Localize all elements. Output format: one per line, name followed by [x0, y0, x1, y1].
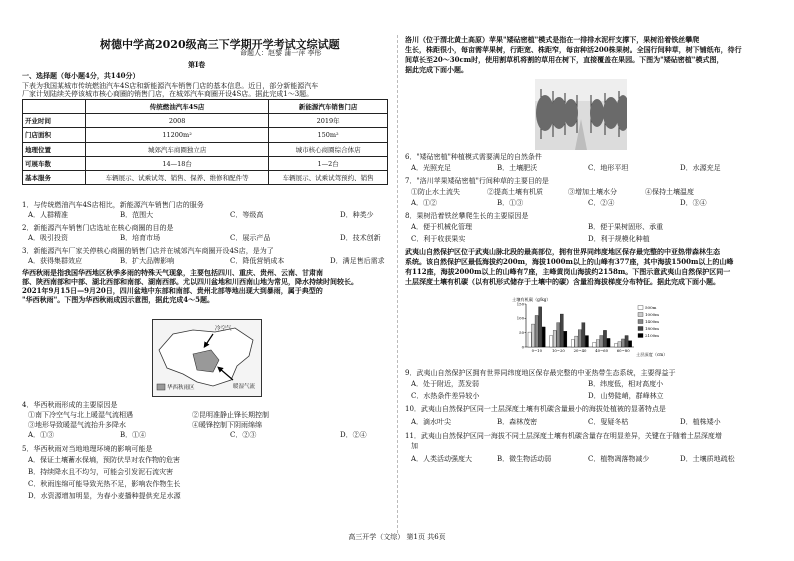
table-row — [23, 128, 388, 142]
q1-option: B．范围大 — [120, 211, 154, 219]
row-label: 门店面积 — [23, 128, 86, 142]
cell-a: 11200m² — [86, 128, 269, 142]
q4-option: ④暖锋控制下阴雨绵绵 — [192, 421, 262, 429]
table-row — [23, 142, 388, 156]
intro-line-1: 下表为我国某城市传统燃油汽车4S店和新能源汽车销售门店的基本信息。近日，部分新能源汽车 — [22, 82, 319, 90]
chart-bar — [539, 307, 542, 347]
page-footer: 高三开学（文综） 第1页 共6页 — [348, 533, 446, 541]
q9-option: C．水热条件差异较小 — [411, 392, 480, 400]
q6-option: D．水源充足 — [680, 164, 721, 172]
q1-stem: 1．与传统燃油汽车4S店相比，新能源汽车销售门店的服务 — [22, 201, 204, 209]
soil-carbon-chart — [512, 295, 672, 358]
q11-stem: 11．武夷山自然保护区同一海拔不同土层深度土壤有机碳含量存在明显差异，关键在于随着土层深度增 — [405, 432, 722, 440]
para-3-line: 洛川（位于渭北黄土高原）苹果"矮砧密植"模式是指在一排排水泥杆支撑下，果树沿着铁丝攀爬 — [405, 35, 700, 44]
q11-option: A．人类活动强度大 — [411, 455, 473, 463]
chart-legend-label: 1000m — [645, 312, 659, 317]
cell-b: 1—2台 — [269, 156, 388, 170]
para-4-line: 武夷山自然保护区位于武夷山脉北段的最高部位，拥有世界同纬度地区保存最完整的中亚热带森林生态 — [405, 247, 720, 256]
orchard-photo — [535, 79, 627, 150]
cell-b: 2019年 — [269, 114, 388, 128]
q8-option: B．便于果树固形、承重 — [588, 223, 664, 231]
cell-a: 城郊汽车商圈独立店 — [86, 142, 269, 156]
chart-bar — [535, 315, 538, 347]
q1-option: C．等级高 — [230, 211, 264, 219]
q9-option: A．处于附近，蒸发弱 — [411, 380, 480, 388]
chart-x-tick-label: 60~80 — [616, 348, 630, 353]
q3-option: D．满足售后需求 — [330, 257, 385, 265]
chart-bar — [528, 332, 531, 347]
map-label-warm: 暖湿气流 — [233, 384, 256, 390]
table-row — [23, 114, 388, 128]
q3-option: C．降低营销成本 — [230, 257, 285, 265]
volume-label: 第Ⅰ卷 — [188, 60, 206, 69]
authors: 命题人：赵黎 蒲一萍 李彤 — [240, 49, 322, 57]
q6-option: C．地形平坦 — [588, 164, 629, 172]
chart-legend-swatch — [638, 320, 643, 324]
chart-legend-swatch — [638, 313, 643, 317]
para-2-line: 部、陕西南部和中部、湖北西部和南部、湖南西部。尤以四川盆地和川西南山地为常见，降水持续时间较长。 — [22, 277, 358, 286]
q4-option: ①南下冷空气与北上暖湿气流相遇 — [28, 411, 133, 419]
chart-bar — [571, 340, 574, 347]
para-3-line: 间草长至20～30cm时，使用割草机将割的草用在树下，直接覆盖在果园。下图为"矮砧密植"模式图， — [405, 55, 724, 64]
page-title: 树德中学高2020级高三下学期开学考试文综试题 — [100, 38, 340, 51]
q4-option: ②昆明准静止锋长期控制 — [192, 411, 269, 419]
row-label: 开业时间 — [23, 114, 86, 128]
section-heading: 一、选择题（每小题4分，共140分） — [22, 71, 140, 80]
chart-bar — [557, 323, 560, 347]
chart-bar — [575, 336, 578, 347]
chart-bar — [614, 344, 617, 347]
q7-answer: A．①② — [411, 199, 438, 207]
para-3-line: 据此完成下面小题。 — [405, 65, 468, 74]
q7-stem: 7．"洛川苹果矮砧密植"行间种草的主要目的是 — [405, 177, 549, 185]
q10-option: C．叟疑冬枯 — [588, 418, 629, 426]
q2-stem: 2．新能源汽车销售门店选址在核心商圈的目的是 — [22, 224, 174, 232]
chart-bar — [625, 336, 628, 347]
q5-option: B．持续降水且不均匀，可能会引发泥石流灾害 — [28, 468, 174, 476]
q4-option: ③地形导致暖湿气流抬升多降水 — [28, 421, 126, 429]
q9-option: B．纬度低，相对高度小 — [588, 380, 664, 388]
chart-y-tick-label: 100 — [516, 315, 524, 321]
para-2-line: 华西秋雨是指我国华西地区秋季多雨的特殊天气现象，主要包括四川、重庆、贵州、云南、甘肃南 — [22, 268, 323, 277]
chart-bar — [582, 323, 585, 347]
table-row — [23, 170, 388, 184]
chart-legend-swatch — [638, 327, 643, 331]
chart-bar — [607, 338, 610, 347]
cell-a: 车辆展示、试乘试驾、销售、保养、维修和配件等 — [86, 170, 269, 184]
q10-option: A．滴水叶尖 — [411, 418, 452, 426]
chart-legend-label: 1800m — [645, 326, 659, 331]
q4-answer: C．②③ — [230, 431, 257, 439]
table-header-row — [23, 100, 388, 114]
row-label: 可展车数 — [23, 156, 86, 170]
q1-option: A．人群精准 — [28, 211, 69, 219]
chart-bar — [564, 331, 567, 347]
chart-bar — [621, 339, 624, 347]
chart-y-tick-label: 50 — [519, 330, 524, 336]
q3-stem: 3．新能源汽车厂家关停核心商圈的销售门店并在城郊汽车商圈开设4S店，是为了 — [22, 247, 274, 255]
cell-b: 城市核心商圈综合体店 — [269, 142, 388, 156]
q9-stem: 9．武夷山自然保护区拥有世界同纬度地区保存最完整的中亚热带生态系统，主要得益于 — [405, 369, 676, 377]
row-label: 基本服务 — [23, 170, 86, 184]
chart-bar — [596, 340, 599, 347]
chart-bar — [593, 342, 596, 347]
q7-option: ①防止水土流失 — [411, 188, 460, 196]
q3-option: B．扩大品牌影响 — [120, 257, 175, 265]
q8-option: A．便于机械化管理 — [411, 223, 473, 231]
para-2-line: 2021年9月15日—9月20日，四川盆地中东部和南部、贵州北部等地出现大到暴雨，属于典型的 — [22, 286, 323, 295]
q2-option: D．技术创新 — [340, 234, 381, 242]
comparison-table — [22, 99, 388, 185]
chart-x-tick-label: 40~60 — [595, 348, 609, 353]
q11-option: B．微生物活动弱 — [497, 455, 552, 463]
q5-option: C．秋雨连绵可能导致光热不足，影响农作物生长 — [28, 480, 181, 488]
column-divider — [397, 35, 398, 533]
chart-bar — [542, 327, 545, 347]
q7-answer: B．①③ — [497, 199, 524, 207]
q6-stem: 6．"矮砧密植"种植模式需要满足的自然条件 — [405, 153, 542, 161]
q10-stem: 10．武夷山自然保护区同一土层深度土壤有机碳含量最小的海拔处植被的显著特点是 — [405, 405, 666, 413]
chart-bar — [550, 336, 553, 347]
chart-bar — [578, 330, 581, 347]
q6-option: A．光照充足 — [411, 164, 452, 172]
cell-a: 14—18台 — [86, 156, 269, 170]
q3-option: A．获得集群效应 — [28, 257, 83, 265]
q8-option: C．利于收获果实 — [411, 235, 466, 243]
q5-option: A．保证土壤蓄水保墒，预防伏旱对农作物的危害 — [28, 456, 181, 464]
intro-line-2: 厂家计划陆续关停该城市核心商圈的销售门店，在城郊汽车商圈开设4S店。据此完成1～3题。 — [22, 90, 314, 98]
para-4-line: 有112座，海拔2000m以上的山峰有7座，主峰黄岗山海拔约2158m。下图示意武夷山自然保护区同一 — [405, 267, 731, 276]
table-col-a: 传统燃油汽车4S店 — [86, 100, 269, 114]
q7-answer: C．②④ — [588, 199, 615, 207]
q7-answer: D．③④ — [680, 199, 707, 207]
chart-legend-swatch — [638, 334, 643, 338]
q8-option: D．利于规模化种植 — [588, 235, 650, 243]
q4-answer: A．①③ — [28, 431, 55, 439]
q4-answer: B．①④ — [120, 431, 147, 439]
chart-bar — [618, 342, 621, 347]
q7-option: ③增加土壤水分 — [568, 188, 617, 196]
map-legend: 华西秋雨区 — [167, 385, 195, 391]
q2-option: A．吸引投资 — [28, 234, 69, 242]
table-col-b: 新能源汽车销售门店 — [269, 100, 388, 114]
chart-x-tick-label: 20~40 — [573, 348, 587, 353]
chart-legend-swatch — [638, 306, 643, 310]
q6-option: B．土壤肥沃 — [497, 164, 538, 172]
chart-y-tick-label: 0 — [521, 344, 524, 350]
q9-option: D．山势陡峭，群峰林立 — [588, 392, 664, 400]
chart-x-tick-label: 0~10 — [531, 348, 543, 353]
cell-a: 2008 — [86, 114, 269, 128]
autumn-rain-map — [152, 319, 262, 397]
chart-legend-label: 1400m — [645, 319, 659, 324]
q11-option: D．土壤质地疏松 — [680, 455, 735, 463]
table-row — [23, 156, 388, 170]
chart-bar — [532, 324, 535, 347]
q7-option: ④保持土壤温度 — [645, 188, 694, 196]
q1-option: D．种类少 — [340, 211, 374, 219]
q5-option: D．水资源增加明显，为春小麦播种提供充足水源 — [28, 492, 181, 500]
q4-stem: 4．华西秋雨形成的主要原因是 — [22, 401, 118, 409]
chart-bar — [603, 330, 606, 347]
cell-b: 车辆展示、试乘试驾预约、销售 — [269, 170, 388, 184]
chart-bar — [628, 341, 631, 347]
cell-b: 150m² — [269, 128, 388, 142]
q10-option: D．植株矮小 — [680, 418, 721, 426]
para-4-line: 系统。该自然保护区最低海拔约200m，海拔1000m以上的山峰有377座，其中海拔1500m以上的山峰 — [405, 257, 734, 266]
q11-stem-cont: 加 — [411, 442, 418, 450]
chart-bar — [553, 330, 556, 347]
chart-bar — [560, 314, 563, 347]
chart-legend-label: 500m — [645, 305, 657, 310]
chart-bar — [585, 336, 588, 347]
q7-option: ②提高土壤有机质 — [487, 188, 543, 196]
row-label: 地理位置 — [23, 142, 86, 156]
q2-option: C．展示产品 — [230, 234, 271, 242]
chart-y-tick-label: 150 — [516, 301, 524, 307]
para-4-line: 土层深度土壤有机碳（以有机形式储存于土壤中的碳）含量沿海拔梯度分布特征。据此完成下面小题。 — [405, 277, 720, 286]
q10-option: B．森林茂密 — [497, 418, 538, 426]
q5-stem: 5．华西秋雨对当地地理环境的影响可能是 — [22, 445, 153, 453]
chart-legend-label: 2100m — [645, 333, 659, 338]
table-corner — [23, 100, 86, 114]
para-2-line: "华西秋雨"。下图为华西秋雨成因示意图，据此完成4～5题。 — [22, 295, 215, 304]
q2-option: B．培育市场 — [120, 234, 161, 242]
chart-x-tick-label: 10~20 — [551, 348, 565, 353]
q11-option: C．植物凋落物减少 — [588, 455, 650, 463]
q8-stem: 8．果树沿着铁丝攀爬生长的主要原因是 — [405, 212, 529, 220]
chart-ylabel: 土壤有机碳（g/kg） — [512, 297, 551, 302]
para-3-line: 生长，株距很小，每亩需苹果树，行距宽、株距窄，每亩种活200株果树。全国行间种草，树下铺纸布，待行 — [405, 45, 742, 54]
chart-bar — [600, 336, 603, 347]
q4-answer: D．②④ — [340, 431, 367, 439]
map-label-cold: 冷空气 — [215, 326, 232, 332]
chart-xlabel: 土层深度（cm） — [636, 352, 668, 357]
